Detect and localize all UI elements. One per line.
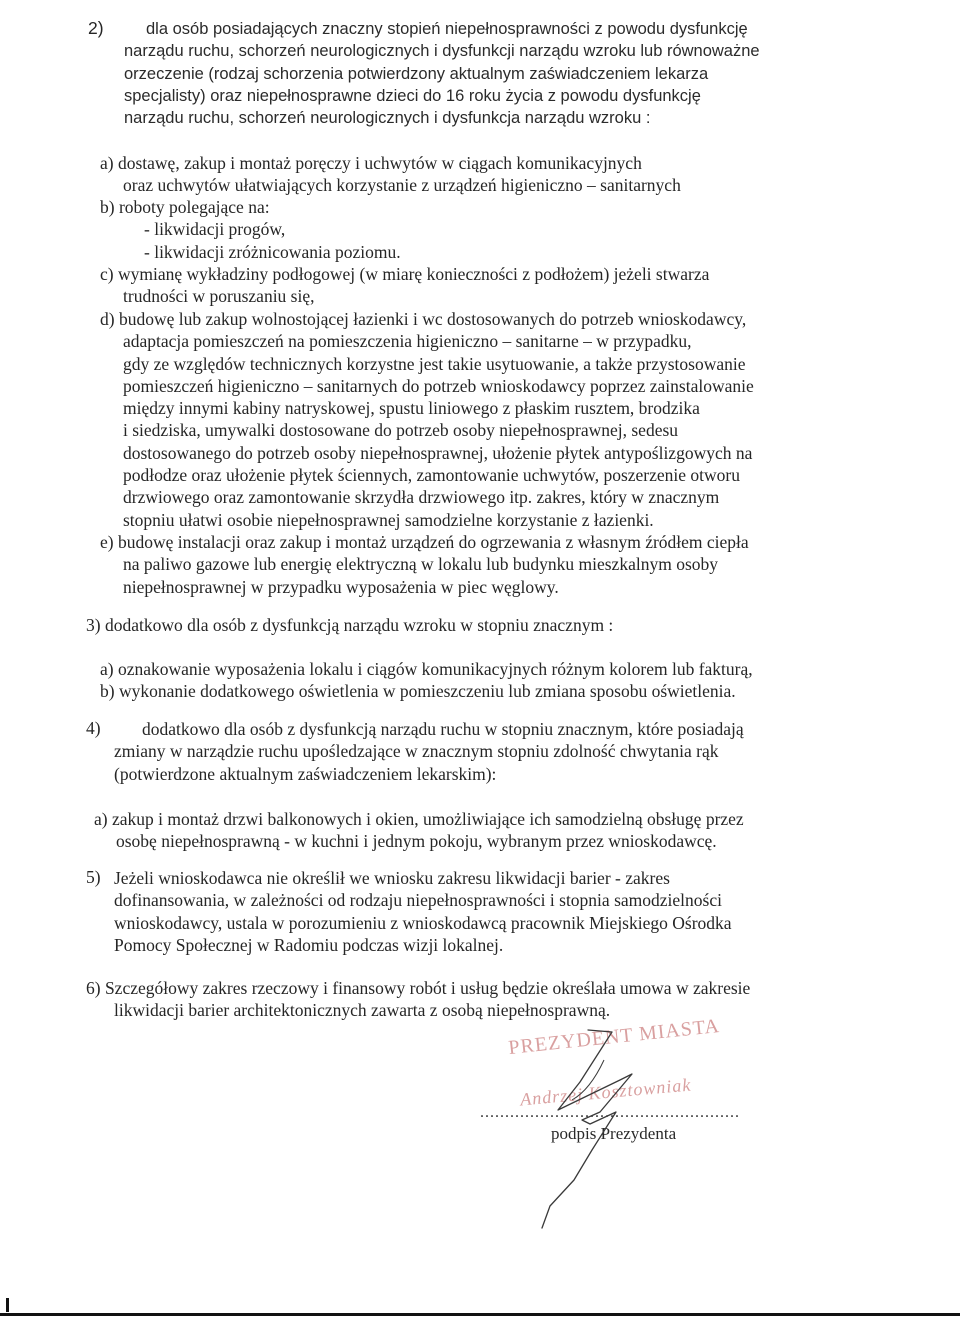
item-2d [100, 308, 860, 531]
text-line: podłodze oraz ułożenie płytek ściennych, zamontowanie uchwytów, poszerzenie otworu [123, 465, 740, 486]
item-2-number: 2) [88, 18, 104, 38]
bottom-rule [0, 1313, 960, 1316]
text-line: Jeżeli wnioskodawca nie określił we wniosku zakresu likwidacji barier - zakres [114, 868, 670, 888]
text-line: b) roboty polegające na: [100, 197, 270, 217]
text-line: a) oznakowanie wyposażenia lokalu i ciągów komunikacyjnych różnym kolorem lub fakturą, [100, 659, 753, 679]
text-line: zmiany w narządzie ruchu upośledzające w znacznym stopniu zdolność chwytania rąk [114, 741, 719, 762]
item-3-heading [86, 614, 866, 636]
item-6-text [86, 977, 866, 1022]
text-line: - likwidacji progów, [144, 219, 286, 240]
scan-mark [6, 1298, 9, 1312]
text-line: stopniu ułatwi osobie niepełnosprawnej samodzielne korzystanie z łazienki. [123, 509, 654, 530]
text-line: c) wymianę wykładziny podłogowej (w miarę konieczności z podłożem) jeżeli stwarza [100, 264, 710, 284]
signature-dots: .................................................... [480, 1104, 740, 1121]
text-line: narządu ruchu, schorzeń neurologicznych i dysfunkcja narządu wzroku : [124, 109, 651, 128]
text-line: 6) Szczegółowy zakres rzeczowy i finansowy robót i usług będzie określała umowa w zakresie [86, 978, 751, 998]
text-line: dla osób posiadających znaczny stopień niepełnosprawności z powodu dysfunkcję [146, 20, 748, 38]
text-line: pomieszczeń higieniczno – sanitarnych do potrzeb wnioskodawcy poprzez zainstalowanie [123, 375, 754, 396]
text-line: e) budowę instalacji oraz zakup i montaż urządzeń do ogrzewania z własnym źródłem ciepła [100, 532, 749, 552]
text-line: d) budowę lub zakup wolnostojącej łazienki i wc dostosowanych do potrzeb wnioskodawcy, [100, 309, 747, 329]
item-2-text [124, 18, 862, 129]
text-line: dofinansowania, w zależności od rodzaju niepełnosprawności i stopnia samodzielności [114, 890, 722, 911]
text-line: a) zakup i montaż drzwi balkonowych i okien, umożliwiające ich samodzielną obsługę przez [94, 809, 744, 829]
text-line: 3) dodatkowo dla osób z dysfunkcją narządu wzroku w stopniu znacznym : [86, 615, 614, 635]
text-line: drzwiowego oraz zamontowanie skrzydła drzwiowego itp. zakres, który w znacznym [123, 487, 720, 508]
official-stamp-name: Andrzej Kosztowniak [519, 1074, 693, 1110]
text-line: wnioskodawcy, ustala w porozumieniu z wnioskodawcą pracownik Miejskiego Ośrodka [114, 912, 732, 933]
text-line: niepełnosprawnej w przypadku wyposażenia w piec węglowy. [123, 576, 559, 597]
text-line: między innymi kabiny natryskowej, spustu liniowego z płaskim rusztem, brodzika [123, 398, 700, 419]
handwritten-signature [520, 1020, 760, 1230]
text-line: na paliwo gazowe lub energię elektryczną w lokalu lub budynku mieszkalnym osoby [123, 554, 718, 575]
text-line: gdy ze względów technicznych korzystne jest takie usytuowanie, a także przystosowanie [123, 353, 746, 374]
official-stamp-title: PREZYDENT MIASTA [507, 1014, 721, 1060]
text-line: - likwidacji zróżnicowania poziomu. [144, 241, 401, 262]
text-line: orzeczenie (rodzaj schorzenia potwierdzony aktualnym zaświadczeniem lekarza [124, 64, 709, 83]
item-2a [100, 152, 860, 197]
text-line: trudności w poruszaniu się, [123, 286, 315, 307]
item-5-text [114, 867, 864, 956]
item-3-sub [100, 658, 860, 703]
item-5-number: 5) [86, 867, 101, 887]
text-line: a) dostawę, zakup i montaż poręczy i uchwytów w ciągach komunikacyjnych [100, 153, 642, 173]
item-2e [100, 531, 860, 598]
item-2b [100, 196, 860, 263]
text-line: narządu ruchu, schorzeń neurologicznych i dysfunkcji narządu wzroku lub równoważne [124, 42, 760, 61]
text-line: oraz uchwytów ułatwiających korzystanie z urządzeń higieniczno – sanitarnych [123, 175, 681, 196]
text-line: osobę niepełnosprawną - w kuchni i jednym pokoju, wybranym przez wnioskodawcę. [116, 831, 717, 852]
text-line: dostosowanego do potrzeb osoby niepełnosprawnej, ułożenie płytek antypoślizgowych na [123, 442, 753, 463]
text-line: i siedziska, umywalki dostosowane do potrzeb osoby niepełnosprawnej, sedesu [123, 420, 679, 441]
signature-caption: podpis Prezydenta [551, 1124, 677, 1143]
text-line: likwidacji barier architektonicznych zawarta z osobą niepełnosprawną. [114, 1000, 611, 1021]
text-line: specjalisty) oraz niepełnosprawne dzieci do 16 roku życia z powodu dysfunkcję [124, 86, 701, 105]
text-line: Pomocy Społecznej w Radomiu podczas wizji lokalnej. [114, 934, 504, 955]
text-line: (potwierdzone aktualnym zaświadczeniem lekarskim): [114, 763, 497, 784]
text-line: dodatkowo dla osób z dysfunkcją narządu ruchu w stopniu znacznym, które posiadają [142, 719, 744, 739]
item-4-number: 4) [86, 718, 101, 738]
text-line: adaptacja pomieszczeń na pomieszczenia higieniczno – sanitarne – w przypadku, [123, 331, 692, 352]
text-line: b) wykonanie dodatkowego oświetlenia w pomieszczeniu lub zmiana sposobu oświetlenia. [100, 681, 736, 702]
item-2c [100, 263, 860, 308]
item-4-text [114, 718, 864, 785]
item-4-sub [94, 808, 864, 853]
